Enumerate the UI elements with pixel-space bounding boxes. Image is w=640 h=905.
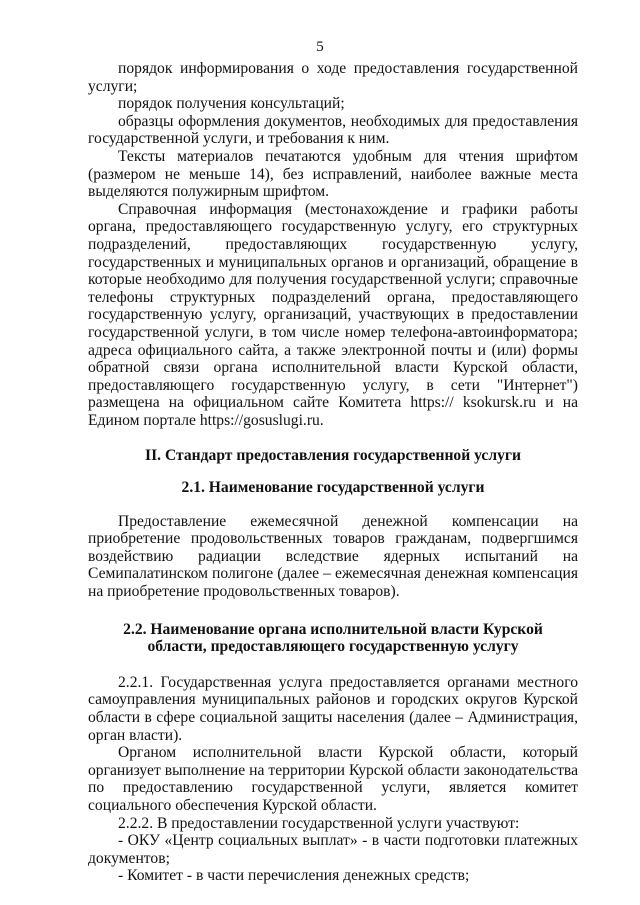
paragraph-2-2-2: 2.2.2. В предоставлении государственной услуги участвуют: — [118, 814, 520, 832]
subsection-2-1-text: Предоставление ежемесячной денежной компенсации на приобретение продовольственных товаров гражданам, подвергшимся воздействию радиации вследствие ядерных испытаний на Семипалатинском полигоне (далее – ежемесячная денежная компенсация на приобретение продовольственных товаров). — [88, 512, 578, 601]
subsection-2-2-heading-line2: области, предоставляющего государственную услугу — [147, 638, 519, 656]
subsection-2-1-heading: 2.1. Наименование государственной услуги — [181, 479, 485, 497]
paragraph-font-requirements: Тексты материалов печатаются удобным для чтения шрифтом (размером не меньше 14), без исправлений, наиболее важные места выделяются полужирным шрифтом. — [88, 147, 578, 201]
subsection-2-2-heading-line1: 2.2. Наименование органа исполнительной власти Курской — [123, 620, 543, 638]
paragraph-reference-info: Справочная информация (местонахождение и графики работы органа, предоставляющего государственную услугу, его структурных подразделений, предоставляющих государственную услугу, государственных и муниципальных органов и организаций, обращение в которые необходимо для получения государственной услуги; справочные телефоны структурных подразделений органа, предоставляющего государственную услугу, организаций, участвующих в предоставлении государственной услуги, в том числе номер телефона-автоинформатора; адреса официального сайта, а также электронной почты и (или) формы обратной связи органа исполнительной власти Курской области, предоставляющего государственную услугу, в сети "Интернет") размещена на официальном сайте Комитета https:// ksokursk.ru и на Едином портале https://gosuslugi.ru. — [88, 200, 578, 429]
page-number: 5 — [316, 39, 324, 55]
paragraph-executive-body: Органом исполнительной власти Курской области, который организует выполнение на территории Курской области законодательства по предоставлению государственной услуги, является комитет социального обеспечения Курской области. — [88, 744, 578, 814]
paragraph-document-samples: образцы оформления документов, необходимых для предоставления государственной услуги, и требования к ним. — [88, 112, 578, 148]
section-heading: II. Стандарт предоставления государственной услуги — [145, 447, 521, 465]
list-item-payment-center: - ОКУ «Центр социальных выплат» - в части подготовки платежных документов; — [88, 832, 578, 867]
document-body — [88, 60, 578, 885]
list-item-committee: - Комитет - в части перечисления денежных средств; — [118, 867, 470, 885]
subsection-2-2-heading — [88, 621, 578, 656]
paragraph-informing-order: порядок информирования о ходе предоставления государственной услуги; — [88, 60, 578, 95]
paragraph-consultation-order: порядок получения консультаций; — [118, 95, 345, 113]
paragraph-2-2-1: 2.2.1. Государственная услуга предоставляется органами местного самоуправления муниципальных районов и городских округов Курской области в сфере социальной защиты населения (далее – Администрация, орган власти). — [88, 673, 578, 744]
